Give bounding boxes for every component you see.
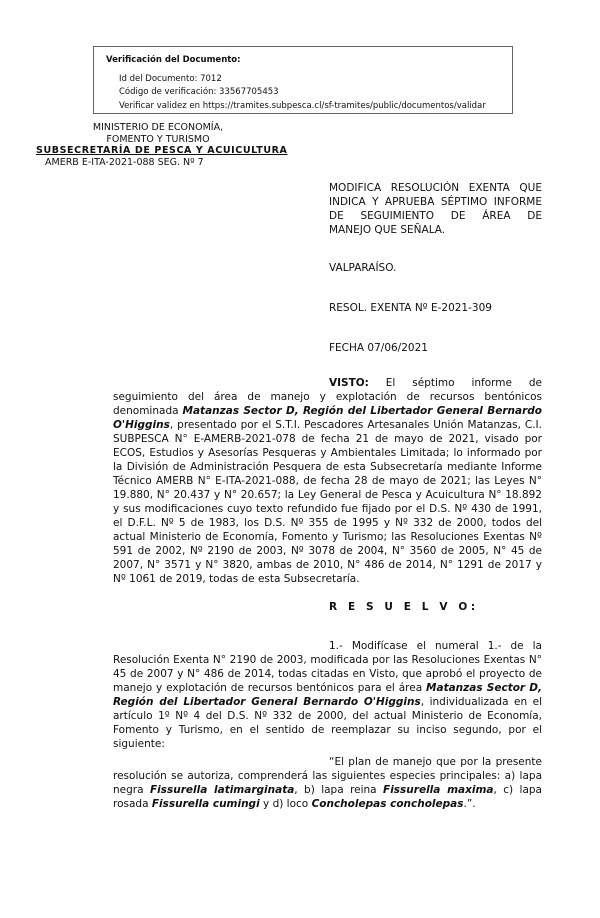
reference-number: AMERB E-ITA-2021-088 SEG. Nº 7 [45,156,204,168]
visto-area-name: Matanzas Sector D, Región del Libertador General Bernardo O'Higgins [113,405,542,431]
species-4: Concholepas concholepas [311,798,464,810]
summary-line-2: INDICA Y APRUEBA SÉPTIMO INFORME [329,196,542,208]
quote-text-1: “El plan de manejo que por la presente resolución se autoriza, comprenderá las siguientes especies principales: a) lapa negra [113,756,542,796]
article-1-text-1: 1.- Modifícase el numeral 1.- de la Resolución Exenta N° 2190 de 2003, modificada por las Resoluciones Exentas N° 45 de 2007 y N° 486 de 2014, todas citadas en Visto, que aprobó el proyecto de manejo y explotación de recursos bentónicos para el área [113,640,542,694]
verification-list [106,73,502,114]
resolution-summary [329,181,542,237]
article-1-paragraph [113,639,542,751]
verification-code: • Código de verificación: 33567705453 [119,86,502,100]
visto-paragraph [113,376,542,586]
verification-link[interactable]: • Verificar validez en https://tramites.subpesca.cl/sf-tramites/public/documentos/validar [119,100,502,114]
species-3: Fissurella cumingi [151,798,260,810]
verification-title: Verificación del Documento: [106,55,241,65]
subsecretaria-name: SUBSECRETARÍA DE PESCA Y ACUICULTURA [36,145,288,156]
document-id: • Id del Documento: 7012 [119,73,502,87]
quote-text-5: .”. [463,798,476,810]
quote-text-3: , c) lapa rosada [113,784,542,810]
visto-label: VISTO: [329,377,369,389]
quote-text-4: y d) loco [259,798,312,810]
quote-text-2: , b) lapa reina [294,784,384,796]
article-1-area-name: Matanzas Sector D, Región del Libertador General Bernardo O'Higgins [113,682,543,708]
resuelvo-heading: R E S U E L V O: [329,601,479,613]
ministry-line-2: FOMENTO Y TURISMO [106,133,210,145]
summary-line-3: DE SEGUIMIENTO DE ÁREA DE [329,210,542,222]
verification-box [93,46,513,114]
place: VALPARAÍSO. [329,262,397,274]
quoted-paragraph [113,755,542,811]
resolution-number: RESOL. EXENTA Nº E-2021-309 [329,302,492,314]
species-1: Fissurella latimarginata [149,784,295,796]
ministry-line-1: MINISTERIO DE ECONOMÍA, [92,122,224,133]
visto-text-2: , presentado por el S.T.I. Pescadores Artesanales Unión Matanzas, C.I. SUBPESCA N° E-AMERB-2021-078 de fecha 21 de mayo de 2021, visado por ECOS, Estudios y Asesorías Pesqueras y Ambientales Limitada; lo informado por la División de Administración Pesquera de esta Subsecretaría mediante Informe Técnico AMERB N° E-ITA-2021-088, de fecha 28 de mayo de 2021; las Leyes N° 19.880, N° 20.437 y N° 20.657; la Ley General de Pesca y Acuicultura N° 18.892 y sus modificaciones cuyo texto refundido fue fijado por el D.S. Nº 430 de 1991, el D.F.L. Nº 5 de 1983, los D.S. Nº 355 de 1995 y Nº 332 de 2000, todos del actual Ministerio de Economía, Fomento y Turismo; las Resoluciones Exentas Nº 591 de 2002, Nº 2190 de 2003, Nº 3078 de 2004, N° 3560 de 2005, N° 45 de 2007, N° 3571 y N° 3820, ambas de 2010, N° 486 de 2014, N° 1291 de 2017 y Nº 1061 de 2019, todas de esta Subsecretaría. [113,419,542,585]
letterhead [36,122,286,168]
visto-text-1: El séptimo informe de seguimiento del área de manejo y explotación de recursos bentónicos denominada [113,377,542,417]
article-1-text-2: , individualizada en el artículo 1º Nº 4 del D.S. Nº 332 de 2000, del actual Ministerio de Economía, Fomento y Turismo, en el sentido de reemplazar su inciso segundo, por el siguiente: [113,696,542,750]
species-2: Fissurella maxima [383,784,494,796]
resolution-date: FECHA 07/06/2021 [329,342,428,354]
summary-line-4: MANEJO QUE SEÑALA. [329,224,446,236]
summary-line-1: MODIFICA RESOLUCIÓN EXENTA QUE [329,182,542,194]
